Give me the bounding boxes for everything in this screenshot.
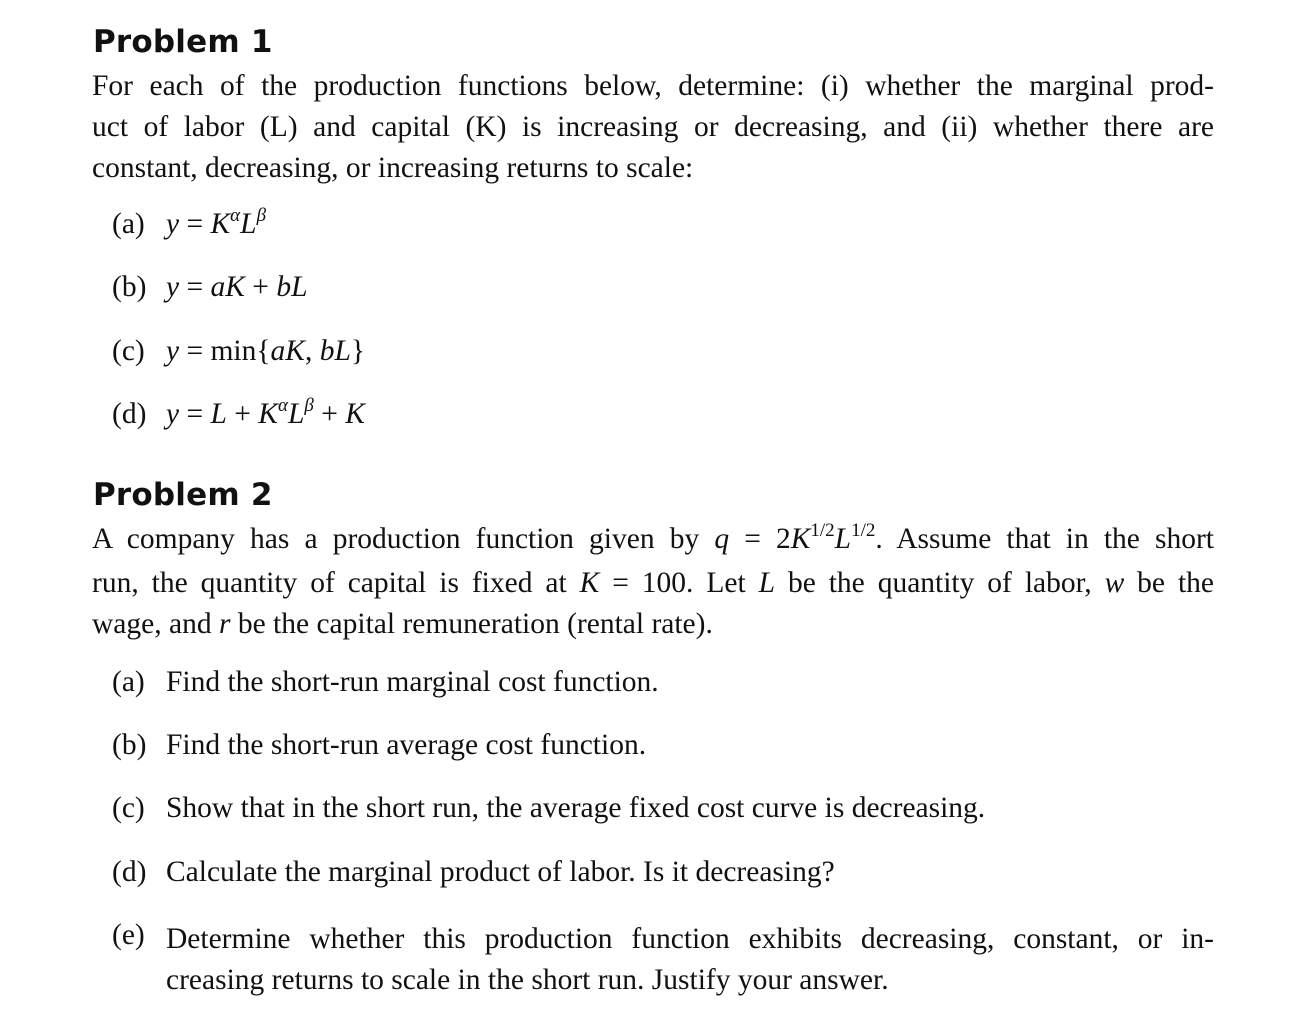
problem-2-intro-line-1: A company has a production function given by $q = 2K^{1/2}L^{1/2}$. Assume that in the short [92, 520, 1214, 555]
problem-1-intro [92, 66, 1214, 189]
problem-1-heading: Problem 1 [93, 24, 273, 60]
problem-2-heading: Problem 2 [93, 477, 273, 513]
problem-2-intro-line-2: run, the quantity of capital is fixed at K = 100. Let L be the quantity of labor, w be the [92, 567, 1214, 599]
problem-1-item-b-formula: y = aK + bL [166, 271, 308, 303]
problem-2-item-e-text [166, 919, 1214, 1001]
problem-2-item-c-label: (c) [112, 792, 145, 824]
problem-1-intro-line-1: For each of the production functions below, determine: (i) whether the marginal prod- [92, 70, 1214, 102]
problem-1-intro-line-2: uct of labor (L) and capital (K) is increasing or decreasing, and (ii) whether there are [92, 111, 1214, 143]
problem-2-item-d-text: Calculate the marginal product of labor. Is it decreasing? [166, 856, 835, 888]
problem-2-item-c-text: Show that in the short run, the average fixed cost curve is decreasing. [166, 792, 986, 824]
problem-2-item-e-line-2: creasing returns to scale in the short run. Justify your answer. [166, 964, 889, 996]
problem-1-item-a-formula: $y = K^\alpha L^\beta$ [166, 205, 267, 240]
problem-2-intro [92, 519, 1214, 645]
problem-1-intro-line-3: constant, decreasing, or increasing returns to scale: [92, 152, 694, 184]
problem-2-item-a-label: (a) [112, 666, 145, 698]
problem-2-item-e-line-1: Determine whether this production function exhibits decreasing, constant, or in- [166, 923, 1214, 955]
problem-2-intro-line-3: wage, and r be the capital remuneration (rental rate). [92, 608, 713, 640]
problem-2-item-d-label: (d) [112, 856, 147, 888]
problem-2-item-b-text: Find the short-run average cost function. [166, 729, 647, 761]
problem-1-item-d-label: (d) [112, 398, 147, 430]
problem-1-item-c-label: (c) [112, 335, 145, 367]
problem-2-item-e-label: (e) [112, 919, 145, 951]
problem-1-item-c-formula: y = min{aK, bL} [166, 335, 366, 367]
problem-2-item-a-text: Find the short-run marginal cost function. [166, 666, 659, 698]
problem-1-item-a-label: (a) [112, 208, 145, 240]
problem-2-item-b-label: (b) [112, 729, 147, 761]
problem-1-item-d-formula: $y = L + K^\alpha L^\beta + K$ [166, 395, 365, 430]
problem-1-item-b-label: (b) [112, 271, 147, 303]
